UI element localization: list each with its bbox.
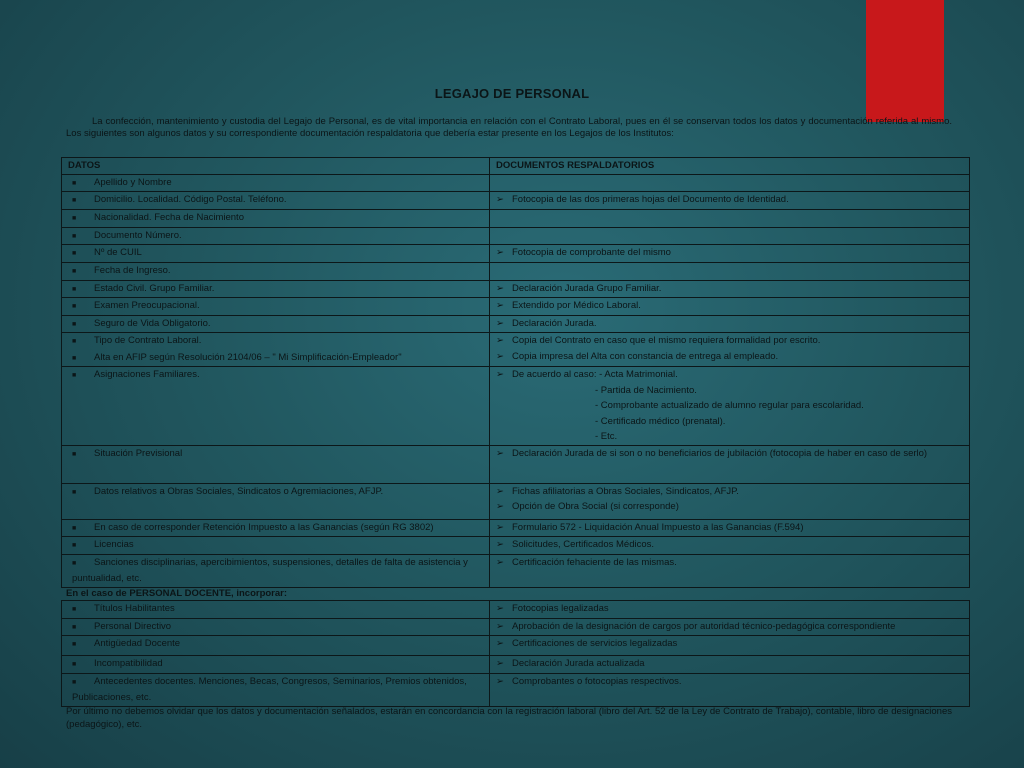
bullet-icon: ■	[72, 268, 77, 275]
documentos-cell	[490, 227, 970, 245]
red-accent-bar	[866, 0, 944, 122]
data-item	[72, 175, 483, 192]
item-text: Datos relativos a Obras Sociales, Sindicatos o Agremiaciones, AFJP.	[94, 485, 384, 497]
table-header-row	[62, 158, 970, 175]
item-text: Certificaciones de servicios legalizadas	[512, 638, 678, 649]
bullet-icon: ■	[72, 678, 77, 686]
arrow-icon: ➢	[496, 658, 504, 669]
documentos-cell	[490, 174, 970, 192]
data-item	[72, 210, 483, 227]
documentos-cell	[490, 618, 970, 636]
closing-paragraph: Por último no debemos olvidar que los datos y documentación señalados, estarán en concordancia con la registración laboral (libro del Art. 52 de la Ley de Contrato de Trabajo), contable, libro de designaciones (pedagógico), etc.	[66, 706, 952, 730]
header-documentos: DOCUMENTOS RESPALDATORIOS	[490, 158, 970, 175]
datos-cell	[62, 601, 490, 619]
datos-cell	[62, 192, 490, 210]
document-item	[496, 537, 963, 553]
item-text: Situación Previsional	[94, 447, 183, 459]
item-text: Nº de CUIL	[94, 247, 142, 258]
table-row	[62, 618, 970, 636]
datos-cell	[62, 519, 490, 537]
table-row	[62, 483, 970, 519]
arrow-icon: ➢	[496, 675, 504, 687]
table-row	[62, 192, 970, 210]
document-item	[496, 520, 963, 536]
item-text: Estado Civil. Grupo Familiar.	[94, 282, 215, 294]
data-item	[72, 619, 483, 636]
table-row	[62, 333, 970, 367]
arrow-icon: ➢	[496, 247, 504, 258]
document-item	[496, 674, 963, 690]
data-item	[72, 674, 483, 706]
item-text: Fichas afiliatorias a Obras Sociales, Sindicatos, AFJP.	[512, 485, 739, 497]
data-item	[72, 298, 483, 315]
datos-cell	[62, 245, 490, 263]
arrow-icon: ➢	[496, 369, 504, 380]
document-item	[496, 499, 963, 515]
sub-item: - Certificado médico (prenatal).	[595, 415, 726, 427]
arrow-icon: ➢	[496, 620, 504, 632]
item-text: Seguro de Vida Obligatorio.	[94, 317, 211, 329]
table-row	[62, 445, 970, 483]
item-text: Declaración Jurada actualizada	[512, 658, 645, 669]
item-text: Extendido por Médico Laboral.	[512, 300, 641, 311]
item-text: Certificación fehaciente de las mismas.	[512, 556, 677, 568]
item-text: Personal Directivo	[94, 620, 172, 632]
page-title: LEGAJO DE PERSONAL	[434, 86, 590, 101]
bullet-icon: ■	[72, 372, 77, 379]
bullet-icon: ■	[72, 197, 77, 204]
datos-cell	[62, 445, 490, 483]
item-text: Declaración Jurada Grupo Familiar.	[512, 282, 662, 294]
table-row	[62, 245, 970, 263]
bullet-icon: ■	[72, 320, 77, 328]
documentos-cell	[490, 483, 970, 519]
item-text: De acuerdo al caso: - Acta Matrimonial.	[512, 369, 678, 380]
document-item	[496, 298, 963, 314]
intro-paragraph: La confección, mantenimiento y custodia del Legajo de Personal, es de vital importancia en relación con el Contrato Laboral, pues en él se conservan todos los datos y documentación referida al mismo. Los siguientes son algunos datos y su correspondiente documentación respaldatoria que debería estar presente en los Legajos de los Institutos:	[66, 116, 952, 139]
bullet-icon: ■	[72, 285, 77, 293]
item-text: Examen Preocupacional.	[94, 300, 200, 311]
data-item	[72, 350, 483, 367]
bullet-icon: ■	[72, 542, 77, 549]
item-text: Opción de Obra Social (si corresponde)	[512, 501, 679, 512]
documentos-cell	[490, 280, 970, 298]
table-row	[62, 367, 970, 446]
item-text: Formulario 572 - Liquidación Anual Impuesto a las Ganancias (F.594)	[512, 521, 804, 533]
bullet-icon: ■	[72, 623, 77, 631]
item-text: Declaración Jurada.	[512, 317, 597, 329]
arrow-icon: ➢	[496, 539, 504, 550]
datos-cell	[62, 673, 490, 706]
documentos-cell	[490, 333, 970, 367]
arrow-icon: ➢	[496, 501, 504, 512]
data-item	[72, 263, 483, 280]
table-row	[62, 601, 970, 619]
bullet-icon: ■	[72, 250, 77, 257]
data-item	[72, 316, 483, 333]
item-text: Fecha de Ingreso.	[94, 265, 171, 276]
document-item	[496, 316, 963, 332]
sub-item: - Partida de Nacimiento.	[595, 384, 697, 396]
arrow-icon: ➢	[496, 556, 504, 568]
table-row	[62, 209, 970, 227]
documentos-cell	[490, 315, 970, 333]
bullet-icon: ■	[72, 354, 77, 362]
item-text: En caso de corresponder Retención Impuesto a las Ganancias (según RG 3802)	[94, 521, 434, 533]
documentos-cell	[490, 298, 970, 316]
table-row	[62, 537, 970, 555]
item-text: Sanciones disciplinarias, apercibimientos, suspensiones, detalles de falta de asistencia y puntualidad, etc.	[72, 556, 468, 584]
item-text: Fotocopia de comprobante del mismo	[512, 247, 671, 258]
arrow-icon: ➢	[496, 350, 504, 362]
bullet-icon: ■	[72, 303, 77, 310]
bullet-icon: ■	[72, 641, 77, 648]
document-item	[496, 656, 963, 672]
document-item	[496, 333, 963, 349]
document-item	[496, 619, 963, 635]
documentos-cell	[490, 245, 970, 263]
item-text: Fotocopia de las dos primeras hojas del Documento de Identidad.	[512, 194, 789, 205]
item-text: Documento Número.	[94, 229, 182, 241]
docente-section-title: En el caso de PERSONAL DOCENTE, incorporar:	[66, 588, 288, 599]
arrow-icon: ➢	[496, 638, 504, 649]
sub-item: - Etc.	[595, 431, 618, 442]
table-row	[62, 519, 970, 537]
bullet-icon: ■	[72, 450, 77, 458]
item-text: Copia del Contrato en caso que el mismo requiera formalidad por escrito.	[512, 335, 821, 346]
sub-item: - Comprobante actualizado de alumno regular para escolaridad.	[595, 400, 864, 411]
data-item	[72, 446, 483, 463]
item-text: Antecedentes docentes. Menciones, Becas, Congresos, Seminarios, Premios obtenidos, Publicaciones, etc.	[72, 675, 467, 703]
table-row	[62, 315, 970, 333]
data-item	[72, 281, 483, 298]
datos-cell	[62, 656, 490, 674]
item-text: Solicitudes, Certificados Médicos.	[512, 539, 655, 550]
data-item	[72, 537, 483, 554]
data-item	[72, 636, 483, 653]
datos-cell	[62, 280, 490, 298]
documentos-cell	[490, 601, 970, 619]
datos-cell	[62, 209, 490, 227]
bullet-icon: ■	[72, 661, 77, 668]
documentos-cell	[490, 263, 970, 281]
item-text: Aprobación de la designación de cargos por autoridad técnico-pedagógica correspondiente	[512, 620, 896, 632]
data-item	[72, 656, 483, 673]
document-item	[496, 281, 963, 297]
data-item	[72, 555, 483, 587]
datos-cell	[62, 298, 490, 316]
documentos-cell	[490, 519, 970, 537]
datos-cell	[62, 537, 490, 555]
bullet-icon: ■	[72, 488, 77, 496]
arrow-icon: ➢	[496, 335, 504, 346]
data-item	[72, 601, 483, 618]
personnel-records-table	[61, 157, 970, 588]
item-text: Domicilio. Localidad. Código Postal. Teléfono.	[94, 194, 287, 205]
data-item	[72, 245, 483, 262]
datos-cell	[62, 315, 490, 333]
data-item	[72, 367, 483, 384]
documentos-cell	[490, 636, 970, 656]
item-text: Comprobantes o fotocopias respectivos.	[512, 675, 682, 687]
data-item	[72, 484, 483, 501]
data-item	[72, 333, 483, 350]
item-text: Nacionalidad. Fecha de Nacimiento	[94, 211, 244, 223]
data-item	[72, 192, 483, 209]
datos-cell	[62, 174, 490, 192]
document-item	[496, 367, 963, 383]
bullet-icon: ■	[72, 179, 77, 187]
documentos-cell	[490, 209, 970, 227]
document-item	[496, 555, 963, 571]
item-text: Tipo de Contrato Laboral.	[94, 335, 202, 346]
bullet-icon: ■	[72, 606, 77, 613]
item-text: Incompatibilidad	[94, 658, 163, 669]
datos-cell	[62, 227, 490, 245]
table-row	[62, 298, 970, 316]
item-text: Licencias	[94, 539, 134, 550]
document-item	[496, 446, 963, 462]
data-item	[72, 228, 483, 245]
document-item	[496, 245, 963, 261]
arrow-icon: ➢	[496, 521, 504, 533]
bullet-icon: ■	[72, 524, 77, 532]
data-item	[72, 520, 483, 537]
table-row	[62, 174, 970, 192]
table-row	[62, 554, 970, 587]
docente-records-table	[61, 600, 970, 707]
item-text: Copia impresa del Alta con constancia de entrega al empleado.	[512, 350, 779, 362]
datos-cell	[62, 263, 490, 281]
document-item	[496, 601, 963, 617]
documentos-cell	[490, 656, 970, 674]
table-row	[62, 673, 970, 706]
documentos-cell	[490, 445, 970, 483]
header-datos: DATOS	[62, 158, 490, 175]
item-text: Títulos Habilitantes	[94, 603, 175, 614]
item-text: Alta en AFIP según Resolución 2104/06 – " Mi Simplificación-Empleador"	[94, 351, 402, 363]
arrow-icon: ➢	[496, 194, 504, 205]
arrow-icon: ➢	[496, 485, 504, 497]
table-row	[62, 656, 970, 674]
item-text: Fotocopias legalizadas	[512, 603, 609, 614]
item-text: Apellido y Nombre	[94, 176, 172, 188]
table-row	[62, 263, 970, 281]
item-text: Declaración Jurada de si son o no beneficiarios de jubilación (fotocopia de haber en caso de serlo)	[512, 447, 928, 459]
document-item	[496, 192, 963, 208]
documentos-cell	[490, 554, 970, 587]
bullet-icon: ■	[72, 232, 77, 240]
datos-cell	[62, 483, 490, 519]
arrow-icon: ➢	[496, 603, 504, 614]
bullet-icon: ■	[72, 214, 77, 222]
document-item	[496, 484, 963, 500]
bullet-icon: ■	[72, 338, 77, 345]
datos-cell	[62, 636, 490, 656]
document-item	[496, 636, 963, 652]
arrow-icon: ➢	[496, 282, 504, 294]
documentos-cell	[490, 673, 970, 706]
arrow-icon: ➢	[496, 300, 504, 311]
arrow-icon: ➢	[496, 317, 504, 329]
item-text: Antigüedad Docente	[94, 638, 181, 649]
document-item	[496, 349, 963, 365]
documentos-cell	[490, 537, 970, 555]
item-text: Asignaciones Familiares.	[94, 369, 200, 380]
table-row	[62, 227, 970, 245]
table-row	[62, 280, 970, 298]
table-row	[62, 636, 970, 656]
documentos-cell	[490, 367, 970, 446]
datos-cell	[62, 554, 490, 587]
bullet-icon: ■	[72, 559, 77, 567]
datos-cell	[62, 618, 490, 636]
datos-cell	[62, 333, 490, 367]
datos-cell	[62, 367, 490, 446]
arrow-icon: ➢	[496, 447, 504, 459]
documentos-cell	[490, 192, 970, 210]
